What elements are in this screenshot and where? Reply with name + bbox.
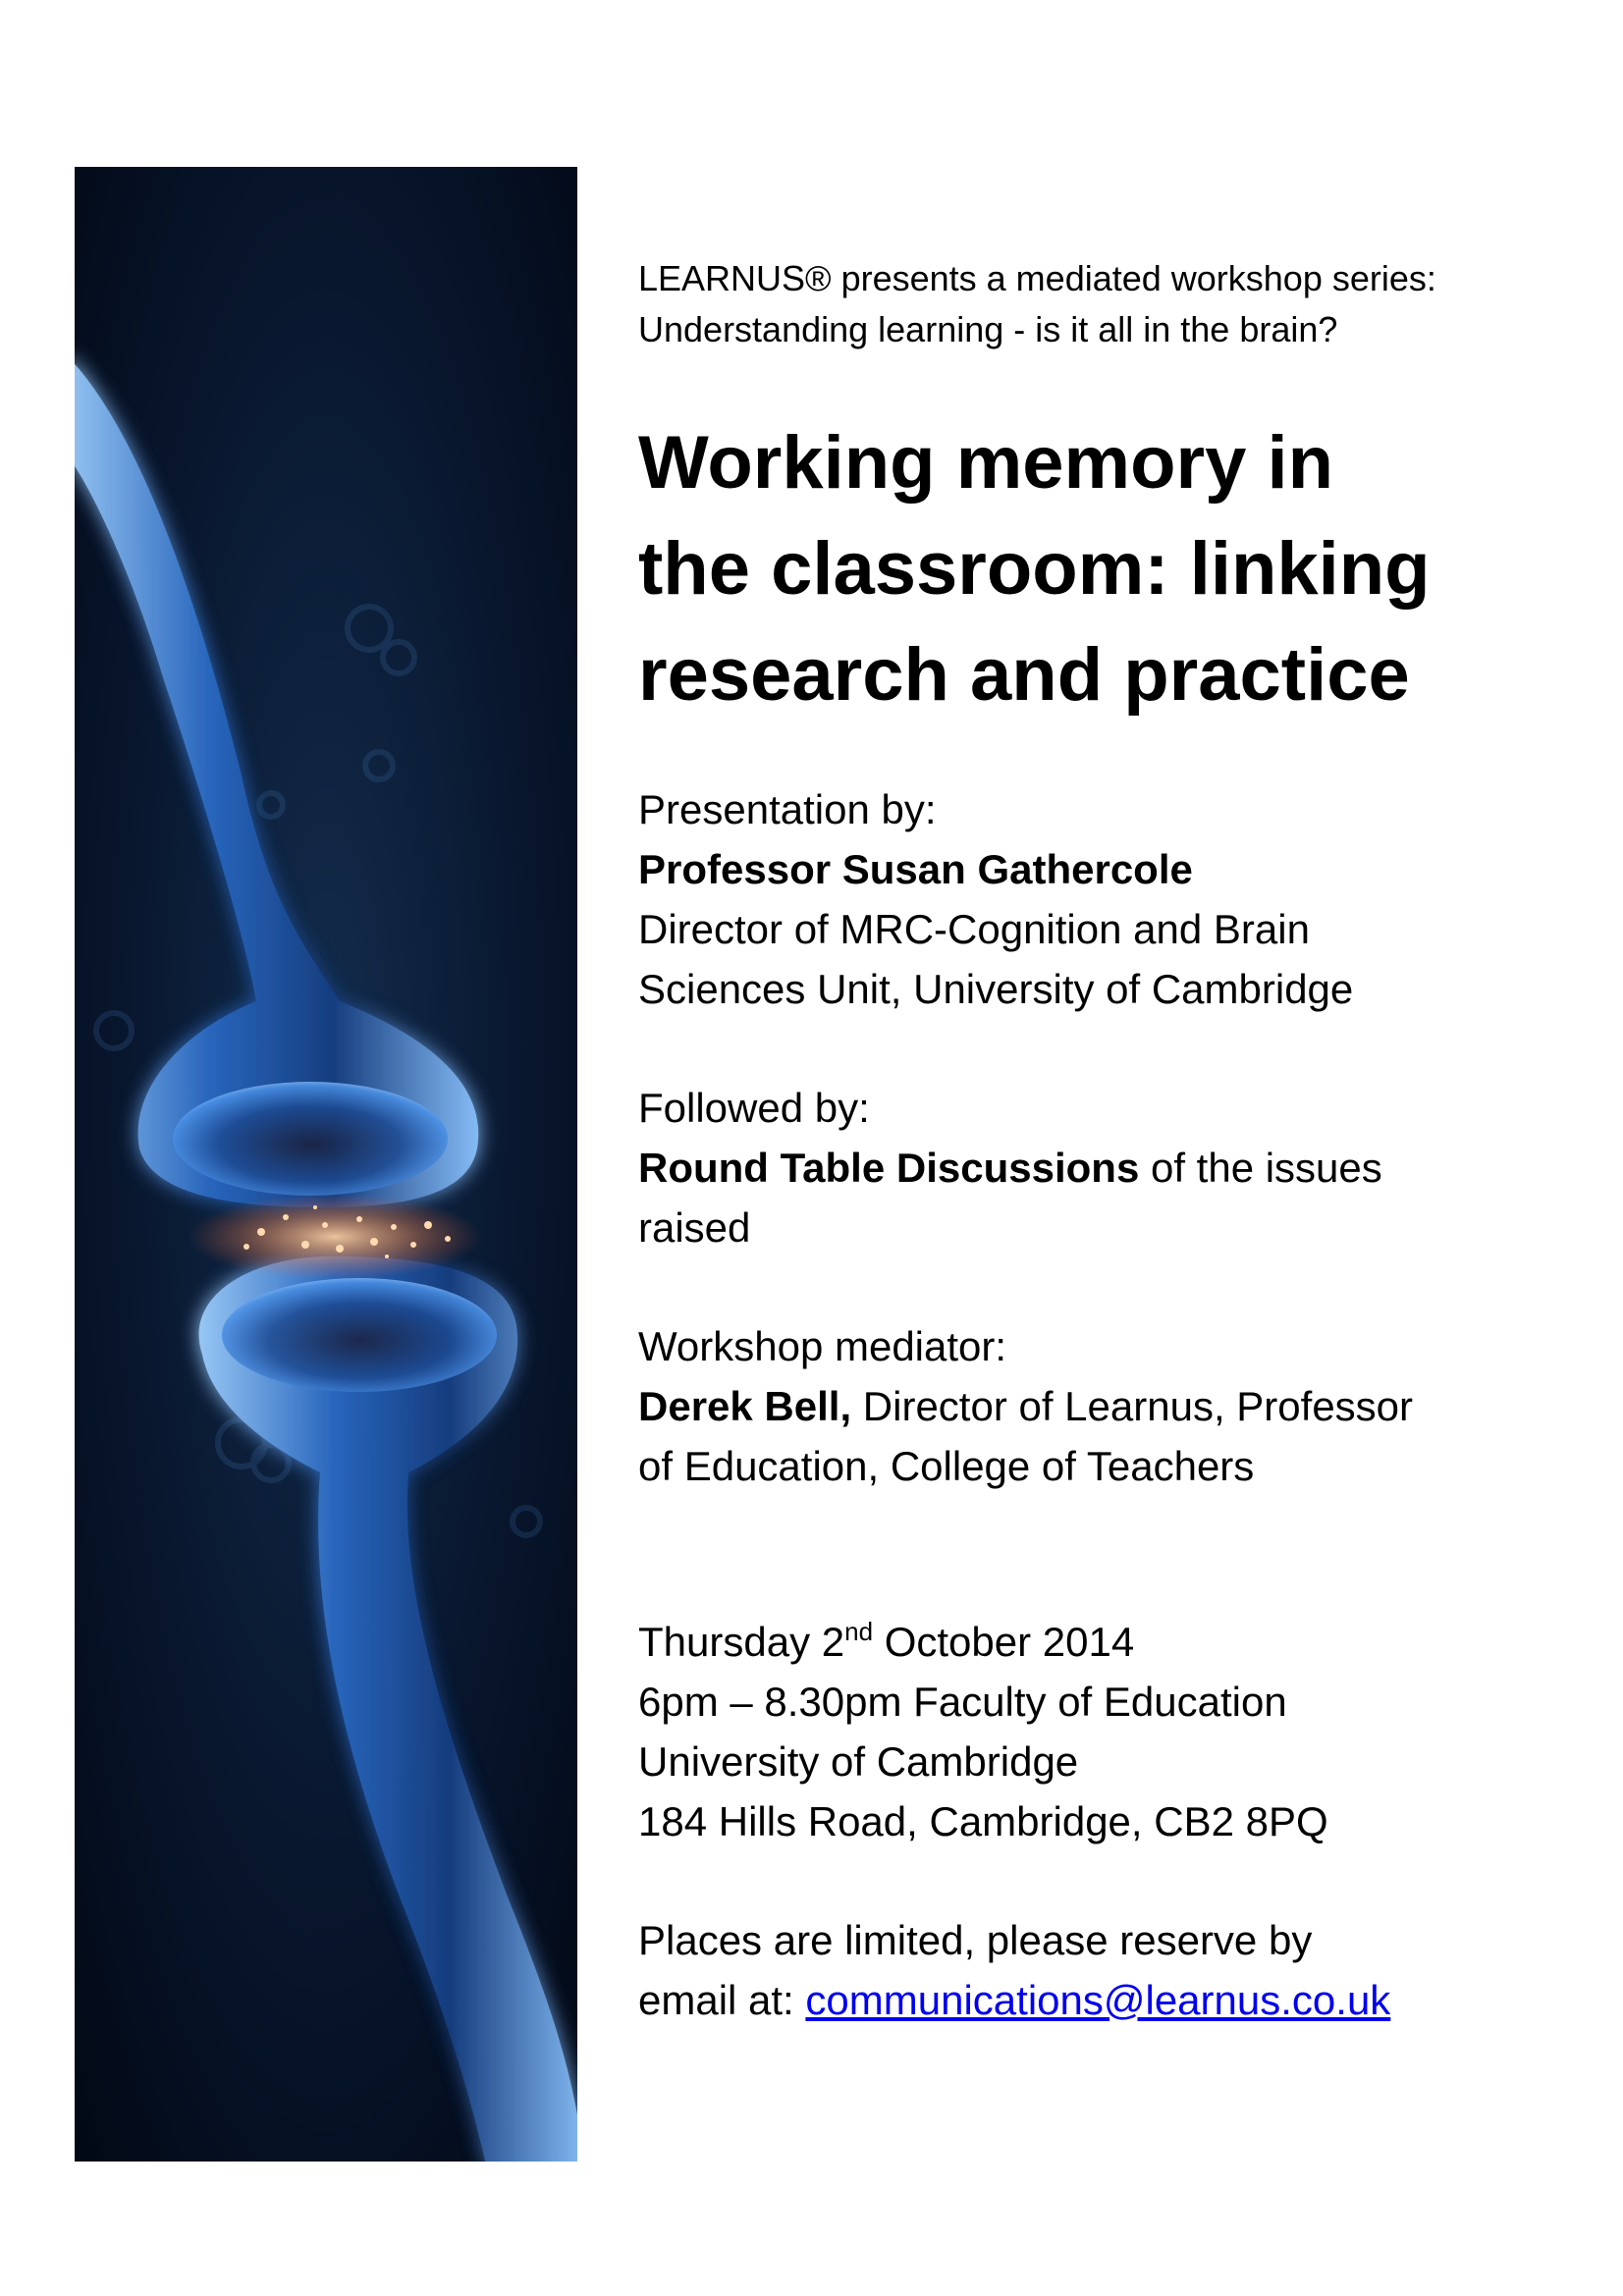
event-institution: University of Cambridge xyxy=(638,1738,1079,1785)
presenter-role-line-2: Sciences Unit, University of Cambridge xyxy=(638,966,1354,1012)
event-details-section xyxy=(638,1612,1581,1851)
reservation-section xyxy=(638,1910,1581,2030)
presenter-name: Professor Susan Gathercole xyxy=(638,846,1193,892)
mediator-name: Derek Bell, xyxy=(638,1383,852,1429)
presenter-role-line-1: Director of MRC-Cognition and Brain xyxy=(638,906,1310,952)
title-line-1: Working memory in xyxy=(638,421,1334,505)
mediator-role-line-2: of Education, College of Teachers xyxy=(638,1443,1255,1489)
title-line-3: research and practice xyxy=(638,633,1410,717)
presentation-section xyxy=(638,779,1581,1019)
synapse-illustration xyxy=(75,167,577,2162)
reserve-line-1: Places are limited, please reserve by xyxy=(638,1917,1313,1963)
flyer-content xyxy=(638,253,1581,2030)
event-day-suffix: nd xyxy=(844,1617,874,1646)
postsynaptic-terminal xyxy=(222,1278,497,1392)
followed-by-section xyxy=(638,1078,1581,1257)
workshop-title xyxy=(638,410,1522,728)
presynaptic-terminal xyxy=(173,1082,448,1196)
followed-event-line-2: raised xyxy=(638,1204,751,1251)
event-day: Thursday 2 xyxy=(638,1619,845,1665)
event-address: 184 Hills Road, Cambridge, CB2 8PQ xyxy=(638,1798,1328,1844)
event-month-year: October 2014 xyxy=(873,1619,1135,1665)
mediator-section xyxy=(638,1316,1581,1496)
series-heading xyxy=(638,253,1581,355)
series-line-1: LEARNUS® presents a mediated workshop series: xyxy=(638,258,1436,298)
reserve-line-2 xyxy=(638,1970,1581,2030)
event-time-venue: 6pm – 8.30pm Faculty of Education xyxy=(638,1679,1287,1725)
reserve-email-link[interactable]: communications@learnus.co.uk xyxy=(805,1977,1391,2023)
followed-event-rest: of the issues xyxy=(1139,1145,1382,1191)
presentation-label: Presentation by: xyxy=(638,786,937,832)
followed-event-line xyxy=(638,1138,1581,1198)
mediator-line-1 xyxy=(638,1376,1581,1436)
synaptic-cleft-glow xyxy=(188,1194,482,1280)
event-date xyxy=(638,1612,1581,1672)
followed-label: Followed by: xyxy=(638,1085,870,1131)
title-line-2: the classroom: linking xyxy=(638,527,1431,611)
round-table-label: Round Table Discussions xyxy=(638,1145,1140,1191)
mediator-role-line-1: Director of Learnus, Professor xyxy=(851,1383,1414,1429)
series-line-2: Understanding learning - is it all in the brain? xyxy=(638,309,1338,349)
mediator-label: Workshop mediator: xyxy=(638,1323,1007,1369)
neuron-synapse-image xyxy=(75,167,577,2162)
reserve-email-prefix: email at: xyxy=(638,1977,806,2023)
